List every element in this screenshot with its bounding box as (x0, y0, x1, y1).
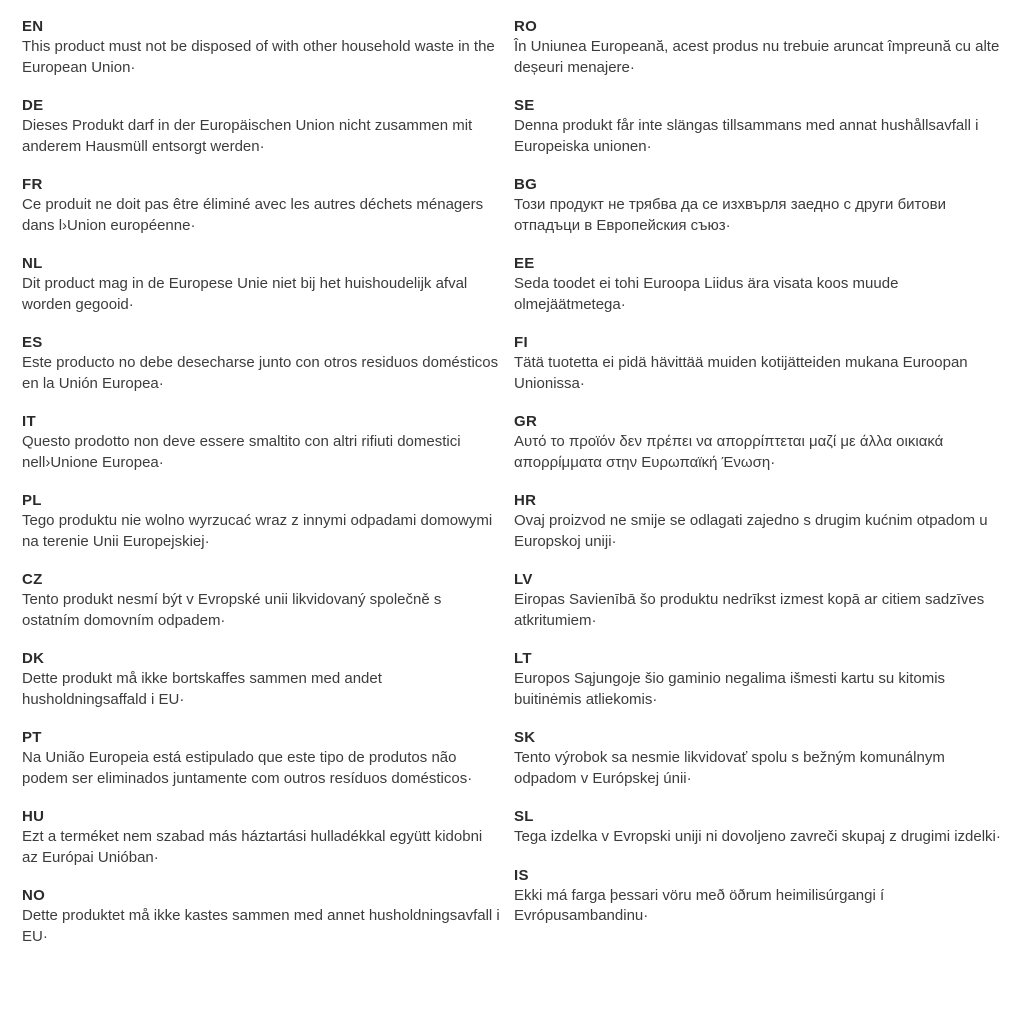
notice-text: This product must not be disposed of with other household waste in the European Union· (22, 38, 495, 76)
notice-text: Este producto no debe desecharse junto con otros residuos domésticos en la Unión Europea· (22, 354, 499, 392)
language-entry (514, 411, 1006, 473)
language-entry (22, 174, 500, 236)
notice-text: Dieses Produkt darf in der Europäischen Union nicht zusammen mit anderem Hausmüll entsorgt werden· (22, 117, 473, 155)
notice-text: Tega izdelka v Evropski uniji ni dovoljeno zavreči skupaj z drugimi izdelki· (514, 828, 1001, 845)
language-entry (514, 806, 1006, 848)
notice-text: Eiropas Savienībā šo produktu nedrīkst izmest kopā ar citiem sadzīves atkritumiem· (514, 591, 985, 629)
language-code: EE (514, 255, 535, 272)
language-code: FR (22, 176, 43, 193)
language-entry (514, 727, 1006, 789)
language-code: SE (514, 97, 535, 114)
language-entry (514, 865, 1006, 927)
notice-text: Αυτό το προϊόν δεν πρέπει να απορρίπτεται μαζί με άλλα οικιακά απορρίμματα στην Ευρωπαϊκή Ένωση· (514, 433, 944, 471)
language-entry (514, 253, 1006, 315)
notice-text: Ce produit ne doit pas être éliminé avec les autres déchets ménagers dans l›Union européenne· (22, 196, 484, 234)
language-entry (514, 490, 1006, 552)
notice-text: Tego produktu nie wolno wyrzucać wraz z innymi odpadami domowymi na terenie Unii Europejskiej· (22, 512, 493, 550)
language-code: IS (514, 866, 529, 884)
language-code: NO (22, 887, 46, 904)
notice-text: Ovaj proizvod ne smije se odlagati zajedno s drugim kućnim otpadom u Europskoj uniji· (514, 512, 988, 550)
notice-text: Europos Sąjungoje šio gaminio negalima išmesti kartu su kitomis buitinėmis atliekomis· (514, 670, 946, 708)
language-entry (22, 95, 500, 157)
notice-text: Seda toodet ei tohi Euroopa Liidus ära visata koos muude olmejäätmetega· (514, 275, 899, 313)
language-code: HR (514, 492, 537, 509)
language-code: PT (22, 729, 42, 746)
notice-text: Denna produkt får inte slängas tillsammans med annat hushållsavfall i Europeiska unionen· (514, 117, 979, 155)
language-code: GR (514, 413, 538, 430)
notice-text: Този продукт не трябва да се изхвърля заедно с други битови отпадъци в Европейския съюз· (514, 196, 946, 234)
language-entry (22, 332, 500, 394)
language-code: SK (514, 729, 536, 746)
language-entry (22, 411, 500, 473)
notice-text: Questo prodotto non deve essere smaltito con altri rifiuti domestici nell›Unione Europea· (22, 433, 461, 471)
language-entry (514, 569, 1006, 631)
language-code: IT (22, 413, 36, 430)
language-code: HU (22, 808, 45, 825)
language-code: RO (514, 18, 538, 35)
language-entry (22, 806, 500, 868)
notice-text: Dette produkt må ikke bortskaffes sammen med andet husholdningsaffald i EU· (22, 670, 382, 708)
language-entry (22, 885, 500, 947)
language-code: LT (514, 650, 532, 667)
language-entry (22, 727, 500, 789)
notice-text: Tento výrobok sa nesmie likvidovať spolu s bežným komunálnym odpadom v Európskej únii· (514, 749, 945, 787)
language-code: EN (22, 18, 44, 35)
notice-text: În Uniunea Europeană, acest produs nu trebuie aruncat împreună cu alte deșeuri menajere· (514, 38, 1000, 76)
language-code: ES (22, 334, 43, 351)
language-entry (514, 648, 1006, 710)
notice-text: Tätä tuotetta ei pidä hävittää muiden kotijätteiden mukana Euroopan Unionissa· (514, 354, 968, 392)
language-code: SL (514, 808, 534, 825)
language-code: PL (22, 492, 42, 509)
language-entry (22, 253, 500, 315)
language-entry (514, 332, 1006, 394)
language-code: NL (22, 255, 43, 272)
columns (22, 16, 1006, 964)
language-code: LV (514, 571, 533, 588)
notice-text: Na União Europeia está estipulado que este tipo de produtos não podem ser eliminados juntamente com outros resíduos domésticos· (22, 749, 473, 787)
language-entry (22, 490, 500, 552)
column (514, 16, 1006, 944)
language-code: DE (22, 97, 44, 114)
column (22, 16, 500, 964)
language-code: CZ (22, 571, 43, 588)
language-entry (514, 174, 1006, 236)
language-entry (22, 569, 500, 631)
notice-text: Ekki má farga þessari vöru með öðrum heimilisúrgangi í Evrópusambandinu· (514, 886, 885, 924)
language-code: FI (514, 334, 528, 351)
notice-text: Dette produktet må ikke kastes sammen med annet husholdningsavfall i EU· (22, 907, 500, 945)
language-entry (22, 648, 500, 710)
language-code: BG (514, 176, 538, 193)
notice-text: Tento produkt nesmí být v Evropské unii likvidovaný společně s ostatním domovním odpadem· (22, 591, 442, 629)
notice-text: Dit product mag in de Europese Unie niet bij het huishoudelijk afval worden gegooid· (22, 275, 468, 313)
language-entry (514, 95, 1006, 157)
language-entry (514, 16, 1006, 78)
notice-text: Ezt a terméket nem szabad más háztartási hulladékkal együtt kidobni az Európai Unióban· (22, 828, 483, 866)
language-entry (22, 16, 500, 78)
language-code: DK (22, 650, 45, 667)
